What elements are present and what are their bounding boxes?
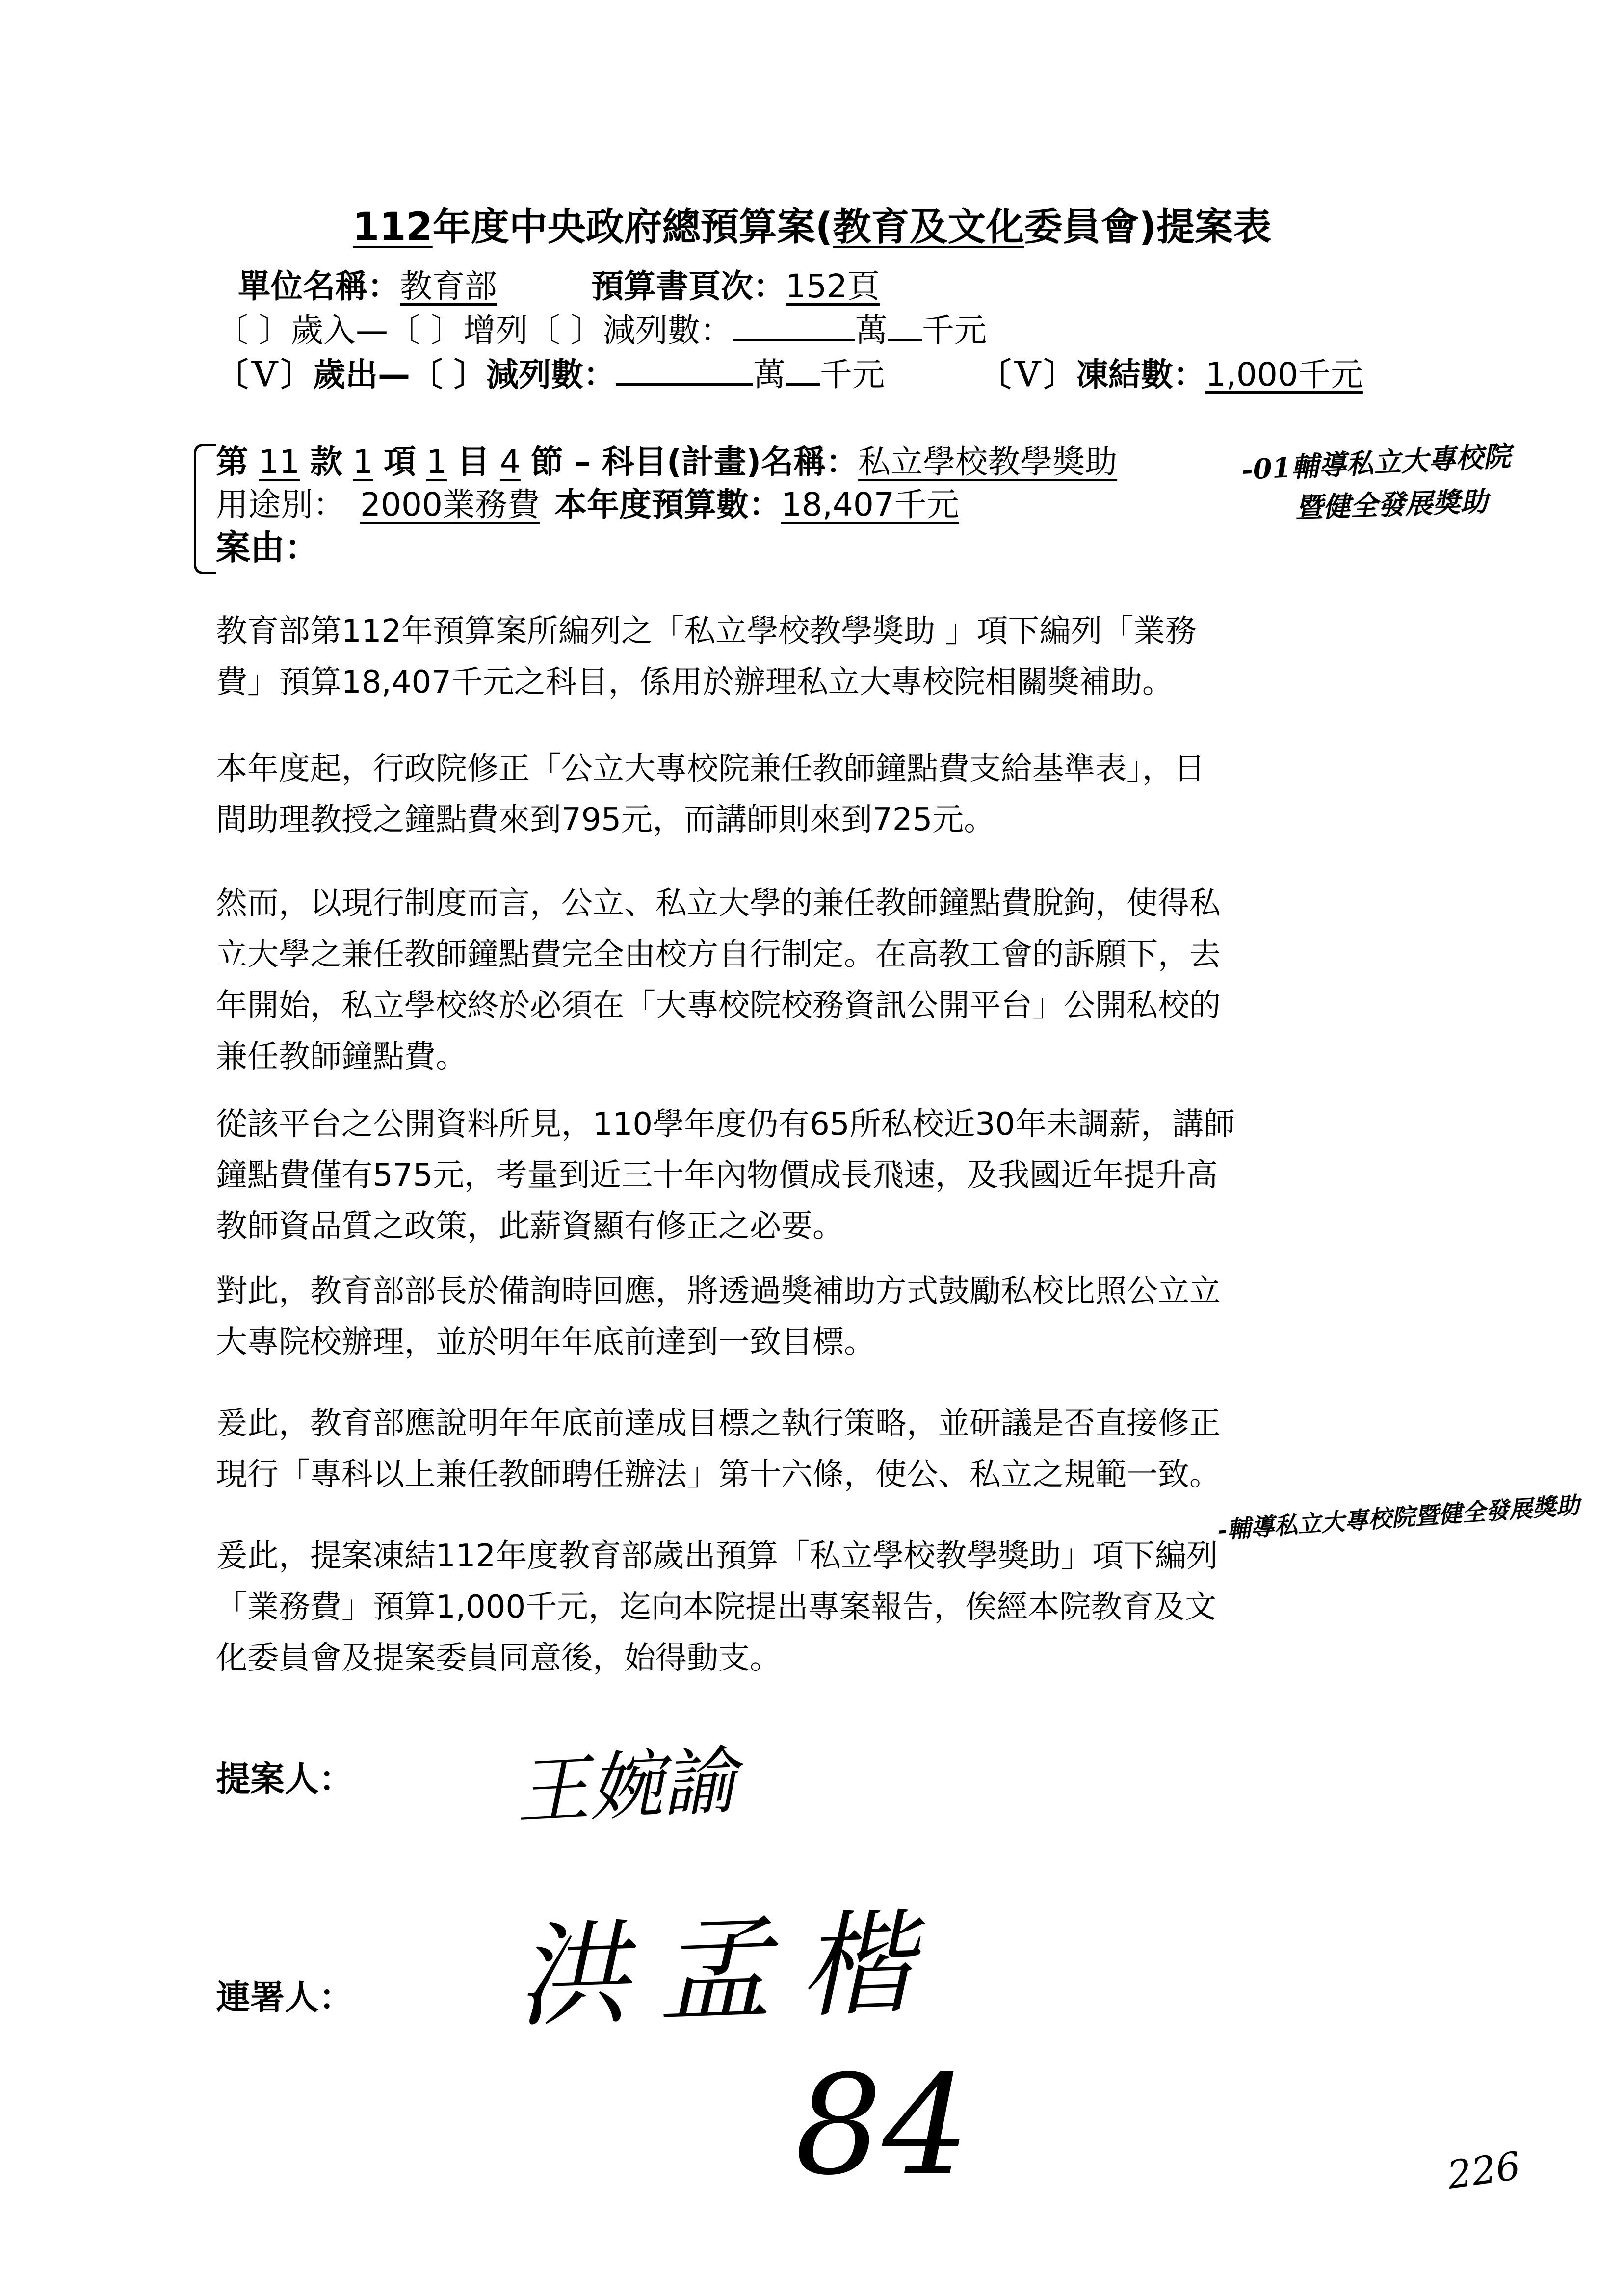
paragraph-3-line-2: 立大學之兼任教師鐘點費完全由校方自行制定。在高教工會的訴願下，去	[216, 937, 1221, 973]
revenue-line	[216, 304, 987, 351]
paragraph-7	[216, 1531, 1472, 1684]
paragraph-2-line-1: 本年度起，行政院修正「公立大專校院兼任教師鐘點費支給基準表」，日	[216, 751, 1205, 787]
case-reason-label: 案由：	[216, 527, 319, 568]
expenditure-wan: 萬	[753, 356, 786, 393]
paragraph-7-line-2: 「業務費」預算1,000千元，迄向本院提出專案報告，俟經本院教育及文	[216, 1589, 1217, 1625]
freeze-value: 1,000千元	[1205, 356, 1363, 393]
subject-mu: 1	[426, 443, 447, 481]
page-number: 84	[795, 2046, 970, 2206]
handwritten-note-1: -01輔導私立大專校院	[1240, 440, 1512, 487]
revenue-text: 〔 〕歲入—〔 〕增列〔 〕減列數：	[216, 312, 733, 349]
paragraph-7-line-3: 化委員會及提案委員同意後，始得動支。	[216, 1640, 781, 1676]
unit-value: 教育部	[400, 267, 497, 305]
subject-t4: 目	[457, 443, 490, 481]
freeze-label: 〔Ｖ〕凍結數：	[978, 356, 1205, 393]
paragraph-1-line-1: 教育部第112年預算案所編列之「私立學校教學獎助 」項下編列「業務	[216, 613, 1197, 650]
paragraph-6-line-2: 現行「專科以上兼任教師聘任辦法」第十六條，使公、私立之規範一致。	[216, 1457, 1221, 1493]
subject-t2: 款	[310, 443, 342, 481]
budget-value: 18,407千元	[781, 486, 959, 523]
subject-bracket	[194, 444, 216, 574]
unit-line	[238, 260, 880, 307]
paragraph-2-line-2: 間助理教授之鐘點費來到795元，而講師則來到725元。	[216, 802, 995, 838]
expenditure-qian: 千元	[819, 356, 885, 393]
paragraph-3-line-4: 兼任教師鐘點費。	[216, 1039, 467, 1075]
paragraph-4-line-1: 從該平台之公開資料所見，110學年度仍有65所私校近30年未調薪，講師	[216, 1106, 1235, 1143]
paragraph-1-line-2: 費」預算18,407千元之科目，係用於辦理私立大專校院相關獎補助。	[216, 664, 1174, 701]
paragraph-5-line-2: 大專院校辦理，並於明年年底前達到一致目標。	[216, 1324, 875, 1360]
proposer-label: 提案人：	[216, 1759, 353, 1799]
paragraph-3-line-1: 然而，以現行制度而言，公立、私立大學的兼任教師鐘點費脫鉤，使得私	[216, 886, 1221, 922]
subject-name: 私立學校教學獎助	[858, 443, 1118, 481]
handwritten-note-2: 暨健全發展獎助	[1295, 485, 1489, 524]
paragraph-4-line-3: 教師資品質之政策，此薪資顯有修正之必要。	[216, 1208, 844, 1245]
revenue-qian: 千元	[921, 312, 987, 349]
title-pre: 年度中央政府總預算案(	[432, 205, 833, 249]
paragraph-5-line-1: 對此，教育部部長於備詢時回應，將透過獎補助方式鼓勵私校比照公立立	[216, 1273, 1221, 1309]
subject-line-1	[216, 436, 1117, 482]
paragraph-6	[216, 1398, 1472, 1500]
revenue-qian-blank	[888, 313, 922, 341]
title-committee: 教育及文化	[833, 205, 1024, 249]
page-title	[0, 196, 1624, 251]
paragraph-4-line-2: 鐘點費僅有575元，考量到近三十年內物價成長飛速，及我國近年提升高	[216, 1157, 1218, 1194]
paragraph-3-line-3: 年開始，私立學校終於必須在「大專校院校務資訊公開平台」公開私校的	[216, 988, 1221, 1024]
subject-xiang: 1	[352, 443, 373, 481]
expenditure-wan-blank	[616, 358, 753, 386]
paragraph-3	[216, 878, 1472, 1082]
page-label: 預算書頁次：	[591, 267, 786, 305]
subject-t3: 項	[383, 443, 416, 481]
handwritten-insert: -輔導私立大專校院暨健全發展獎助	[1216, 1491, 1581, 1544]
title-post: 委員會)提案表	[1024, 205, 1272, 249]
subject-t1: 第	[216, 443, 248, 481]
budget-label: 本年度預算數：	[554, 486, 781, 523]
expenditure-qian-blank	[786, 358, 820, 386]
expenditure-line	[216, 348, 1363, 395]
expenditure-text: 〔Ｖ〕歲出—〔 〕減列數：	[216, 356, 616, 393]
subject-line-2	[216, 478, 959, 525]
title-year: 112	[352, 205, 433, 249]
paragraph-6-line-1: 爰此，教育部應說明年年底前達成目標之執行策略，並研議是否直接修正	[216, 1406, 1221, 1442]
paragraph-2	[216, 743, 1472, 845]
cosigner-signature: 洪孟楷	[513, 1897, 945, 2044]
revenue-wan-blank	[733, 313, 855, 341]
corner-number: 226	[1444, 2144, 1523, 2198]
subject-kuan: 11	[258, 443, 300, 481]
paragraph-5	[216, 1266, 1472, 1368]
page-value: 152頁	[785, 267, 880, 305]
usage-value: 2000業務費	[360, 486, 540, 523]
paragraph-7-line-1: 爰此，提案凍結112年度教育部歲出預算「私立學校教學獎助」項下編列	[216, 1538, 1218, 1574]
cosigner-label: 連署人：	[216, 1977, 353, 2017]
proposer-signature: 王婉諭	[513, 1738, 738, 1835]
usage-label: 用途別：	[216, 486, 345, 523]
subject-jie: 4	[499, 443, 521, 481]
paragraph-4	[216, 1099, 1472, 1252]
paragraph-1	[216, 606, 1472, 708]
revenue-wan: 萬	[855, 312, 888, 349]
unit-label: 單位名稱：	[238, 267, 400, 305]
subject-t5: 節 – 科目(計畫)名稱：	[530, 443, 859, 481]
